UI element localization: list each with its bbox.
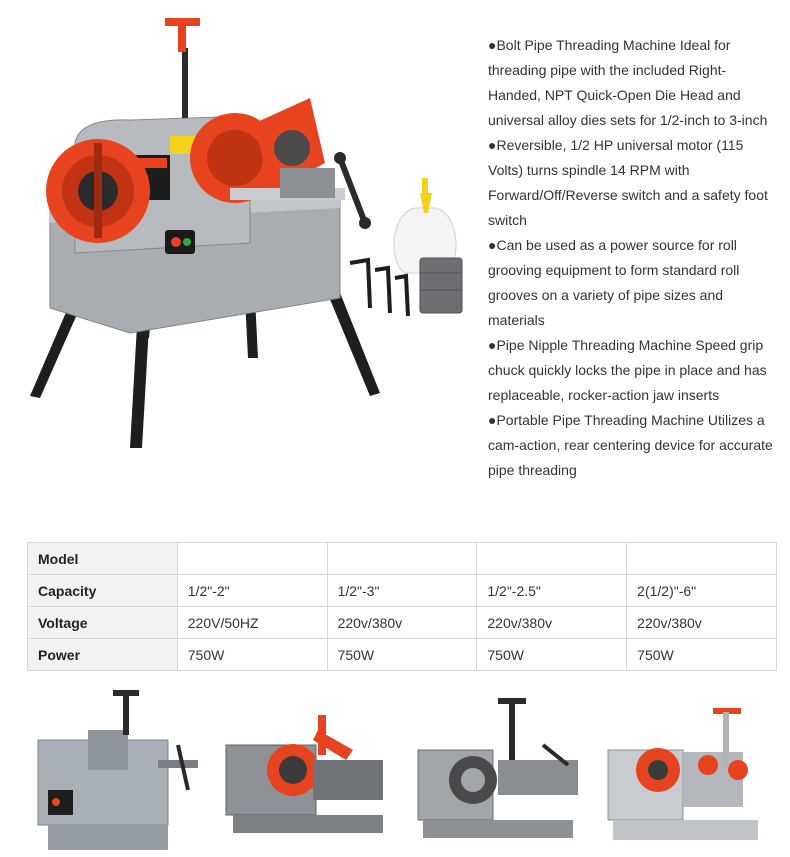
table-cell: 2(1/2)"-6" [627, 575, 777, 607]
row-label: Model [28, 543, 178, 575]
table-row [28, 575, 777, 607]
hero-product-image [20, 8, 470, 448]
pipe-threading-machine-illustration [20, 8, 470, 448]
table-cell: 1/2"-2.5" [477, 575, 627, 607]
feature-item: ●Bolt Pipe Threading Machine Ideal for threading pipe with the included Right-Handed, NPT Quick-Open Die Head and universal alloy dies sets for 1/2-inch to 3-inch [488, 37, 768, 128]
table-cell [477, 543, 627, 575]
table-cell [627, 543, 777, 575]
table-cell: 220v/380v [627, 607, 777, 639]
row-label: Capacity [28, 575, 178, 607]
feature-item: ●Pipe Nipple Threading Machine Speed grip chuck quickly locks the pipe in place and has replaceable, rocker-action jaw inserts [488, 337, 767, 403]
table-cell: 220v/380v [477, 607, 627, 639]
row-label: Power [28, 639, 178, 671]
table-cell: 750W [177, 639, 327, 671]
feature-item: ●Portable Pipe Threading Machine Utilizes a cam-action, rear centering device for accurate pipe threading [488, 412, 773, 478]
table-cell: 1/2"-2" [177, 575, 327, 607]
spec-table [27, 542, 777, 671]
model-image-2[interactable] [218, 690, 403, 855]
table-row [28, 543, 777, 575]
feature-item: ●Reversible, 1/2 HP universal motor (115 Volts) turns spindle 14 RPM with Forward/Off/Reverse switch and a safety foot switch [488, 137, 768, 228]
table-cell: 1/2"-3" [327, 575, 477, 607]
feature-item: ●Can be used as a power source for roll grooving equipment to form standard roll grooves on a variety of pipe sizes and materials [488, 237, 740, 328]
feature-list [488, 33, 773, 483]
table-cell: 220v/380v [327, 607, 477, 639]
table-row [28, 639, 777, 671]
model-gallery [28, 690, 788, 855]
model-image-3[interactable] [413, 690, 598, 855]
table-cell: 750W [477, 639, 627, 671]
table-row [28, 607, 777, 639]
table-cell: 750W [627, 639, 777, 671]
model-image-4[interactable] [603, 690, 788, 855]
row-label: Voltage [28, 607, 178, 639]
table-cell: 220V/50HZ [177, 607, 327, 639]
table-cell: 750W [327, 639, 477, 671]
table-cell [327, 543, 477, 575]
table-cell [177, 543, 327, 575]
model-image-1[interactable] [28, 690, 213, 855]
